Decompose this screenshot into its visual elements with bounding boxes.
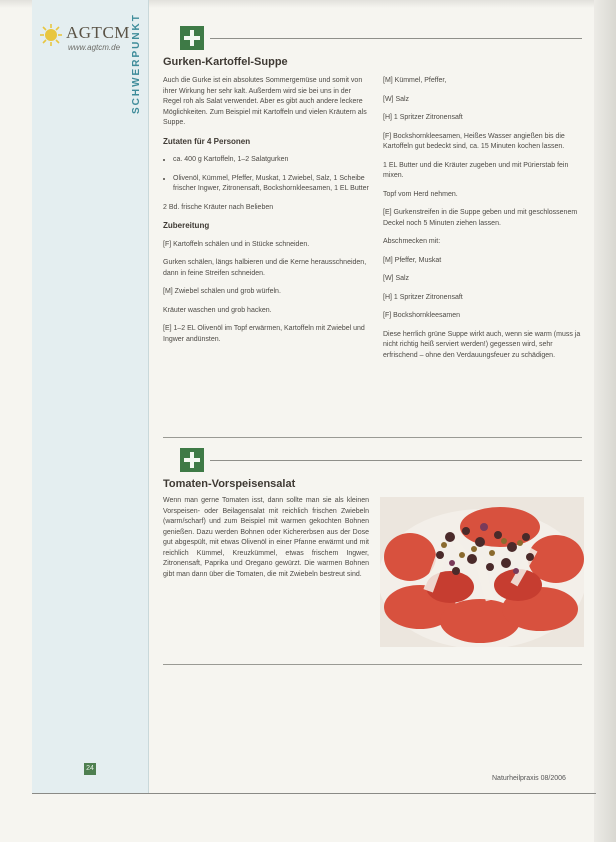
soup-intro: Auch die Gurke ist ein absolutes Sommergemüse und somit von ihrer Wirkung her sehr kalt. Außerdem wird sie bei uns in der Regel roh als Salat verwendet. Aber es gibt auch andere leckere Möglichkeiten. Zum Beispiel mit Kartoffeln und vielen Kräutern als Suppe. <box>163 77 367 126</box>
tomato-salad-image <box>380 497 584 647</box>
ingredients-heading: Zutaten für 4 Personen <box>163 136 251 146</box>
prep-step: [M] Zwiebel schälen und grob würfeln. <box>163 288 281 295</box>
prep-step: Kräuter waschen und grob hacken. <box>163 306 272 314</box>
sun-logo-icon <box>40 24 62 46</box>
ingredients-list <box>163 155 369 195</box>
prep-step: [M] Pfeffer, Muskat <box>383 256 442 264</box>
journal-footer: Naturheilpraxis 08/2006 <box>492 775 566 782</box>
section-divider <box>163 664 582 665</box>
header-rule <box>210 38 582 39</box>
logo-name: AGTCM <box>66 23 130 42</box>
agtcm-logo <box>38 22 128 58</box>
salad-photo <box>380 497 584 647</box>
prep-step: [H] 1 Spritzer Zitronensaft <box>383 293 463 301</box>
header-rule <box>210 460 582 461</box>
prep-step: [W] Salz <box>383 275 410 282</box>
prep-heading: Zubereitung <box>163 221 210 230</box>
salad-title: Tomaten-Vorspeisensalat <box>163 478 296 490</box>
prep-step: [F] Bockshornkleesamen <box>383 312 461 319</box>
soup-right-column <box>383 76 583 369</box>
prep-step: [F] Kartoffeln schälen und in Stücke schneiden. <box>163 240 310 248</box>
prep-step: [M] Kümmel, Pfeffer, <box>383 77 447 84</box>
salad-text: Wenn man gerne Tomaten isst, dann sollte man sie als kleinen Vorspeisen- oder Beilagensalat mit reichlich frischen Zwiebeln (warm/scharf) und zum Beispiel mit warmen gekochten Bohnen genießen. Dazu werden Bohnen oder Kichererbsen aus der Dose gut abgespült, mit etwas Olivenöl in einer Pfanne erwärmt und mit reichlich Kümmel, Kreuzkümmel, etwas frischem Ingwer, Zitronensaft, Paprika und Oregano gewürzt. Die warmen Bohnen gibt man dann über die Tomaten, die mit Zwiebeln bestreut sind. <box>163 497 369 578</box>
sidebar-band <box>32 0 149 794</box>
soup-title: Gurken-Kartoffel-Suppe <box>163 56 288 68</box>
section-divider <box>163 437 582 438</box>
section-label: SCHWERPUNKT <box>131 13 142 114</box>
prep-step: 1 EL Butter und die Kräuter zugeben und mit Pürierstab fein mixen. <box>383 161 569 179</box>
bottom-rule <box>32 793 596 794</box>
prep-step: [F] Bockshornkleesamen, Heißes Wasser angießen bis die Kartoffeln gut bedeckt sind, ca. 15 Minuten kochen lassen. <box>383 132 565 150</box>
cross-icon <box>180 26 204 50</box>
logo-url: www.agtcm.de <box>68 43 121 52</box>
cross-icon <box>180 448 204 472</box>
prep-step: [E] 1–2 EL Olivenöl im Topf erwärmen, Kartoffeln mit Zwiebel und Ingwer andünsten. <box>163 325 365 343</box>
salad-column <box>163 496 369 580</box>
prep-step: [E] Gurkenstreifen in die Suppe geben und mit geschlossenem Deckel noch 5 Minuten ziehen lassen. <box>383 209 578 227</box>
soup-left-column <box>163 76 369 353</box>
prep-step: Gurken schälen, längs halbieren und die Kerne herausschneiden, dann in feine Streifen schneiden. <box>163 259 367 277</box>
prep-step: [W] Salz <box>383 95 410 103</box>
herbs-line: 2 Bd. frische Kräuter nach Belieben <box>163 203 274 211</box>
page-number: 24 <box>84 763 96 775</box>
prep-step: Abschmecken mit: <box>383 238 441 245</box>
soup-closing: Diese herrlich grüne Suppe wirkt auch, wenn sie warm (muss ja nicht richtig heiß serviert werden!) gegessen wird, sehr erfrischend – ohne den Verdauungsfeuer zu schädigen. <box>383 330 581 359</box>
ingredient-item: • Olivenöl, Kümmel, Pfeffer, Muskat, 1 Zwiebel, Salz, 1 Scheibe frischer Ingwer, Zitronensaft, Bockshornkleesamen, 1 EL Butter <box>173 174 369 195</box>
prep-step: [H] 1 Spritzer Zitronensaft <box>383 114 463 121</box>
prep-step: Topf vom Herd nehmen. <box>383 190 458 198</box>
ingredient-item: • ca. 400 g Kartoffeln, 1–2 Salatgurken <box>173 155 369 166</box>
scan-shadow-right <box>594 0 616 842</box>
